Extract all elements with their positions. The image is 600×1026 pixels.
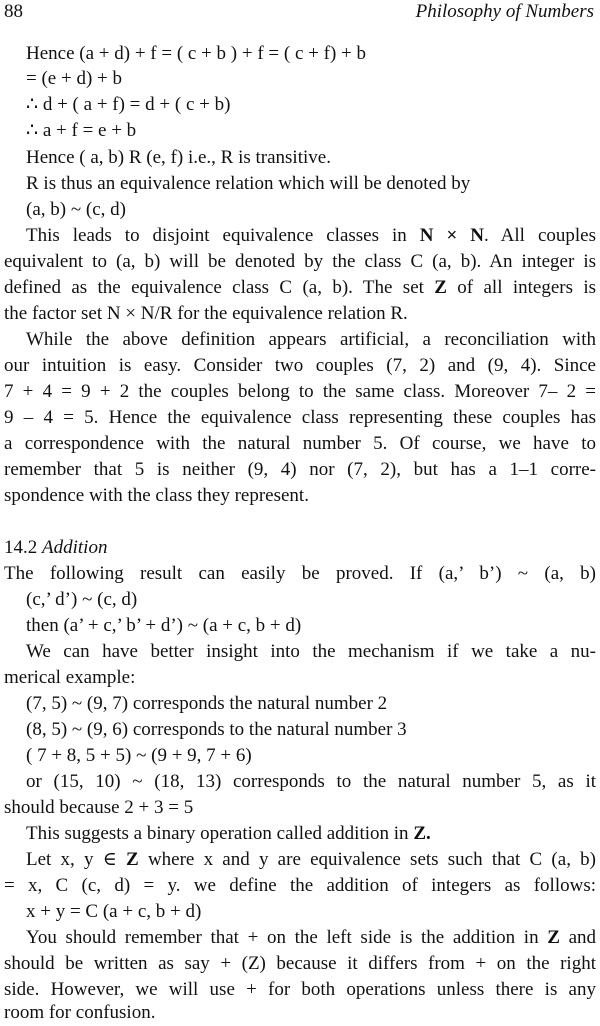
text-line: spondence with the class they represent. <box>4 485 309 506</box>
text-line: ∴ a + f = e + b <box>26 120 137 141</box>
text-line: ( 7 + 8, 5 + 5) ~ (9 + 9, 7 + 6) <box>26 745 252 766</box>
text-line: a correspondence with the natural number 5. Of course, we have to <box>4 433 596 454</box>
text-line: should because 2 + 3 = 5 <box>4 797 194 818</box>
text-line: then (a’ + c,’ b’ + d’) ~ (a + c, b + d) <box>26 615 302 636</box>
bold-symbol: Z <box>126 849 139 870</box>
page-header <box>4 0 596 22</box>
text-line: (c,’ d’) ~ (c, d) <box>26 589 138 610</box>
text-line: Hence (a + d) + f = ( c + b ) + f = ( c + f) + b <box>26 43 366 64</box>
bold-symbol: Z <box>434 277 447 298</box>
text-line: Hence ( a, b) R (e, f) i.e., R is transitive. <box>26 147 331 168</box>
bold-symbol: N × N <box>419 225 484 246</box>
running-title: Philosophy of Numbers <box>415 1 594 22</box>
text-line: The following result can easily be proved. If (a,’ b’) ~ (a, b) <box>4 563 596 584</box>
page-number: 88 <box>4 1 23 22</box>
italic-text: Addition <box>42 537 108 558</box>
text-line: room for confusion. <box>4 1002 156 1023</box>
text-line: the factor set N × N/R for the equivalence relation R. <box>4 303 408 324</box>
text-line: (a, b) ~ (c, d) <box>26 199 126 220</box>
text-line: 7 + 4 = 9 + 2 the couples belong to the same class. Moreover 7– 2 = <box>4 381 596 402</box>
text-line: x + y = C (a + c, b + d) <box>26 901 202 922</box>
text-line: (7, 5) ~ (9, 7) corresponds the natural number 2 <box>26 693 388 714</box>
text-line: side. However, we will use + for both operations unless there is any <box>4 979 596 1000</box>
text-line: our intuition is easy. Consider two couples (7, 2) and (9, 4). Since <box>4 355 596 376</box>
text-line: merical example: <box>4 667 136 688</box>
bold-symbol: Z. <box>413 823 431 844</box>
text-line: equivalent to (a, b) will be denoted by the class C (a, b). An integer is <box>4 251 596 272</box>
text-line: This suggests a binary operation called addition in Z. <box>26 823 431 844</box>
text-line: = x, C (c, d) = y. we define the addition of integers as follows: <box>4 875 596 896</box>
text-line: should be written as say + (Z) because it differs from + on the right <box>4 953 596 974</box>
text-line: R is thus an equivalence relation which will be denoted by <box>26 173 471 194</box>
text-line: While the above definition appears artificial, a reconciliation with <box>26 329 596 350</box>
text-line: defined as the equivalence class C (a, b). The set Z of all integers is <box>4 277 596 298</box>
text-line: or (15, 10) ~ (18, 13) corresponds to the natural number 5, as it <box>26 771 596 792</box>
book-page <box>4 0 597 1023</box>
text-line: ∴ d + ( a + f) = d + ( c + b) <box>26 94 231 115</box>
text-line: 9 – 4 = 5. Hence the equivalence class representing these couples has <box>4 407 596 428</box>
text-line: Let x, y ∈ Z where x and y are equivalence sets such that C (a, b) <box>26 849 596 870</box>
text-line: We can have better insight into the mechanism if we take a nu- <box>26 641 596 662</box>
section-heading: 14.2 Addition <box>4 537 108 558</box>
text-line: You should remember that + on the left side is the addition in Z and <box>26 927 597 948</box>
text-line: = (e + d) + b <box>26 68 122 89</box>
text-line: This leads to disjoint equivalence classes in N × N. All couples <box>26 225 596 246</box>
text-line: remember that 5 is neither (9, 4) nor (7, 2), but has a 1–1 corre- <box>4 459 596 480</box>
bold-symbol: Z <box>547 927 560 948</box>
text-line: (8, 5) ~ (9, 6) corresponds to the natural number 3 <box>26 719 407 740</box>
